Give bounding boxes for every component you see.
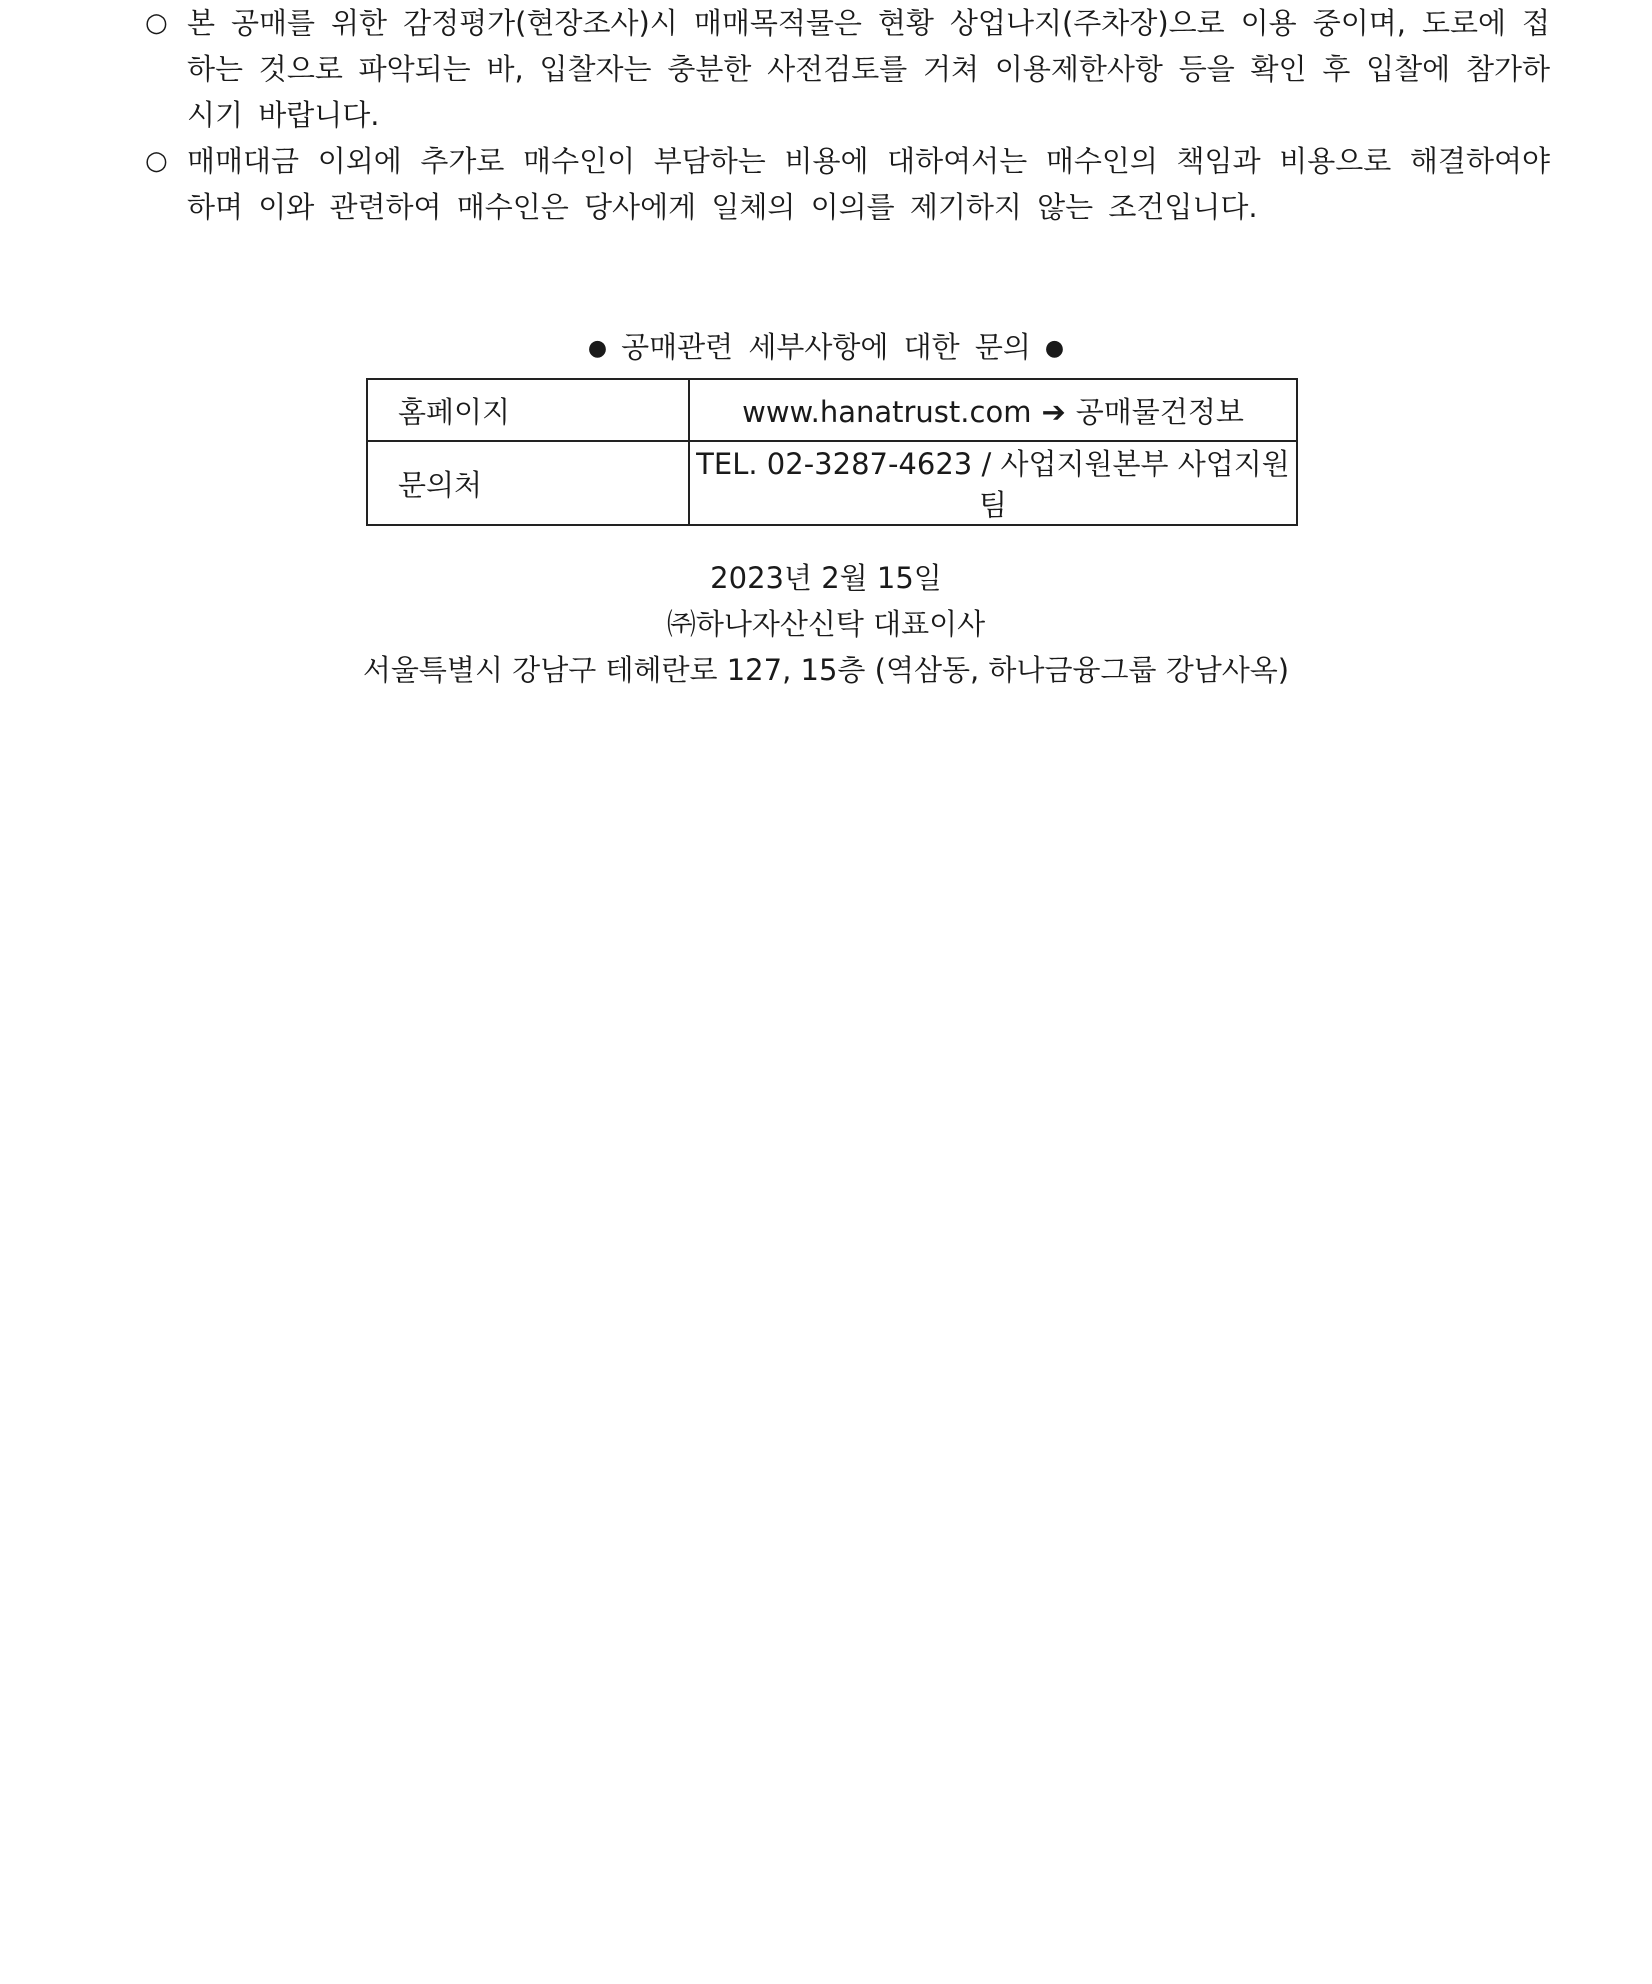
- homepage-link[interactable]: www.hanatrust.com: [742, 394, 1032, 429]
- circle-bullet-icon: ○: [145, 146, 168, 176]
- notice-list: [145, 0, 1550, 230]
- notice-item: [145, 0, 1550, 138]
- table-row: [367, 379, 1297, 441]
- homepage-label: 홈페이지: [367, 379, 689, 441]
- homepage-value: [689, 379, 1297, 441]
- issue-date: 2023년 2월 15일: [710, 561, 942, 595]
- homepage-menu-text: 공매물건정보: [1075, 394, 1244, 429]
- inquiry-title-text: 공매관련 세부사항에 대한 문의: [621, 330, 1031, 364]
- notice-item: [145, 138, 1550, 230]
- contact-value: TEL. 02-3287-4623 / 사업지원본부 사업지원팀: [689, 441, 1297, 525]
- inquiry-title: [0, 325, 1652, 371]
- filled-dot-icon: ●: [587, 336, 608, 361]
- company-address: 서울특별시 강남구 테헤란로 127, 15층 (역삼동, 하나금융그룹 강남사옥): [362, 653, 1290, 687]
- contact-table: [366, 378, 1298, 526]
- notice-text: 본 공매를 위한 감정평가(현장조사)시 매매목적물은 현황 상업나지(주차장)으로 이용 중이며, 도로에 접하는 것으로 파악되는 바, 입찰자는 충분한 사전검토를 거쳐 이용제한사항 등을 확인 후 입찰에 참가하시기 바랍니다.: [187, 6, 1550, 132]
- circle-bullet-icon: ○: [145, 8, 168, 38]
- arrow-right-icon: ➔: [1041, 394, 1066, 429]
- document-footer: [0, 555, 1652, 693]
- filled-dot-icon: ●: [1044, 336, 1065, 361]
- notice-text: 매매대금 이외에 추가로 매수인이 부담하는 비용에 대하여서는 매수인의 책임과 비용으로 해결하여야 하며 이와 관련하여 매수인은 당사에게 일체의 이의를 제기하지 않는 조건입니다.: [187, 144, 1550, 224]
- table-row: [367, 441, 1297, 525]
- company-signature: ㈜하나자산신탁 대표이사: [666, 607, 986, 641]
- contact-label: 문의처: [367, 441, 689, 525]
